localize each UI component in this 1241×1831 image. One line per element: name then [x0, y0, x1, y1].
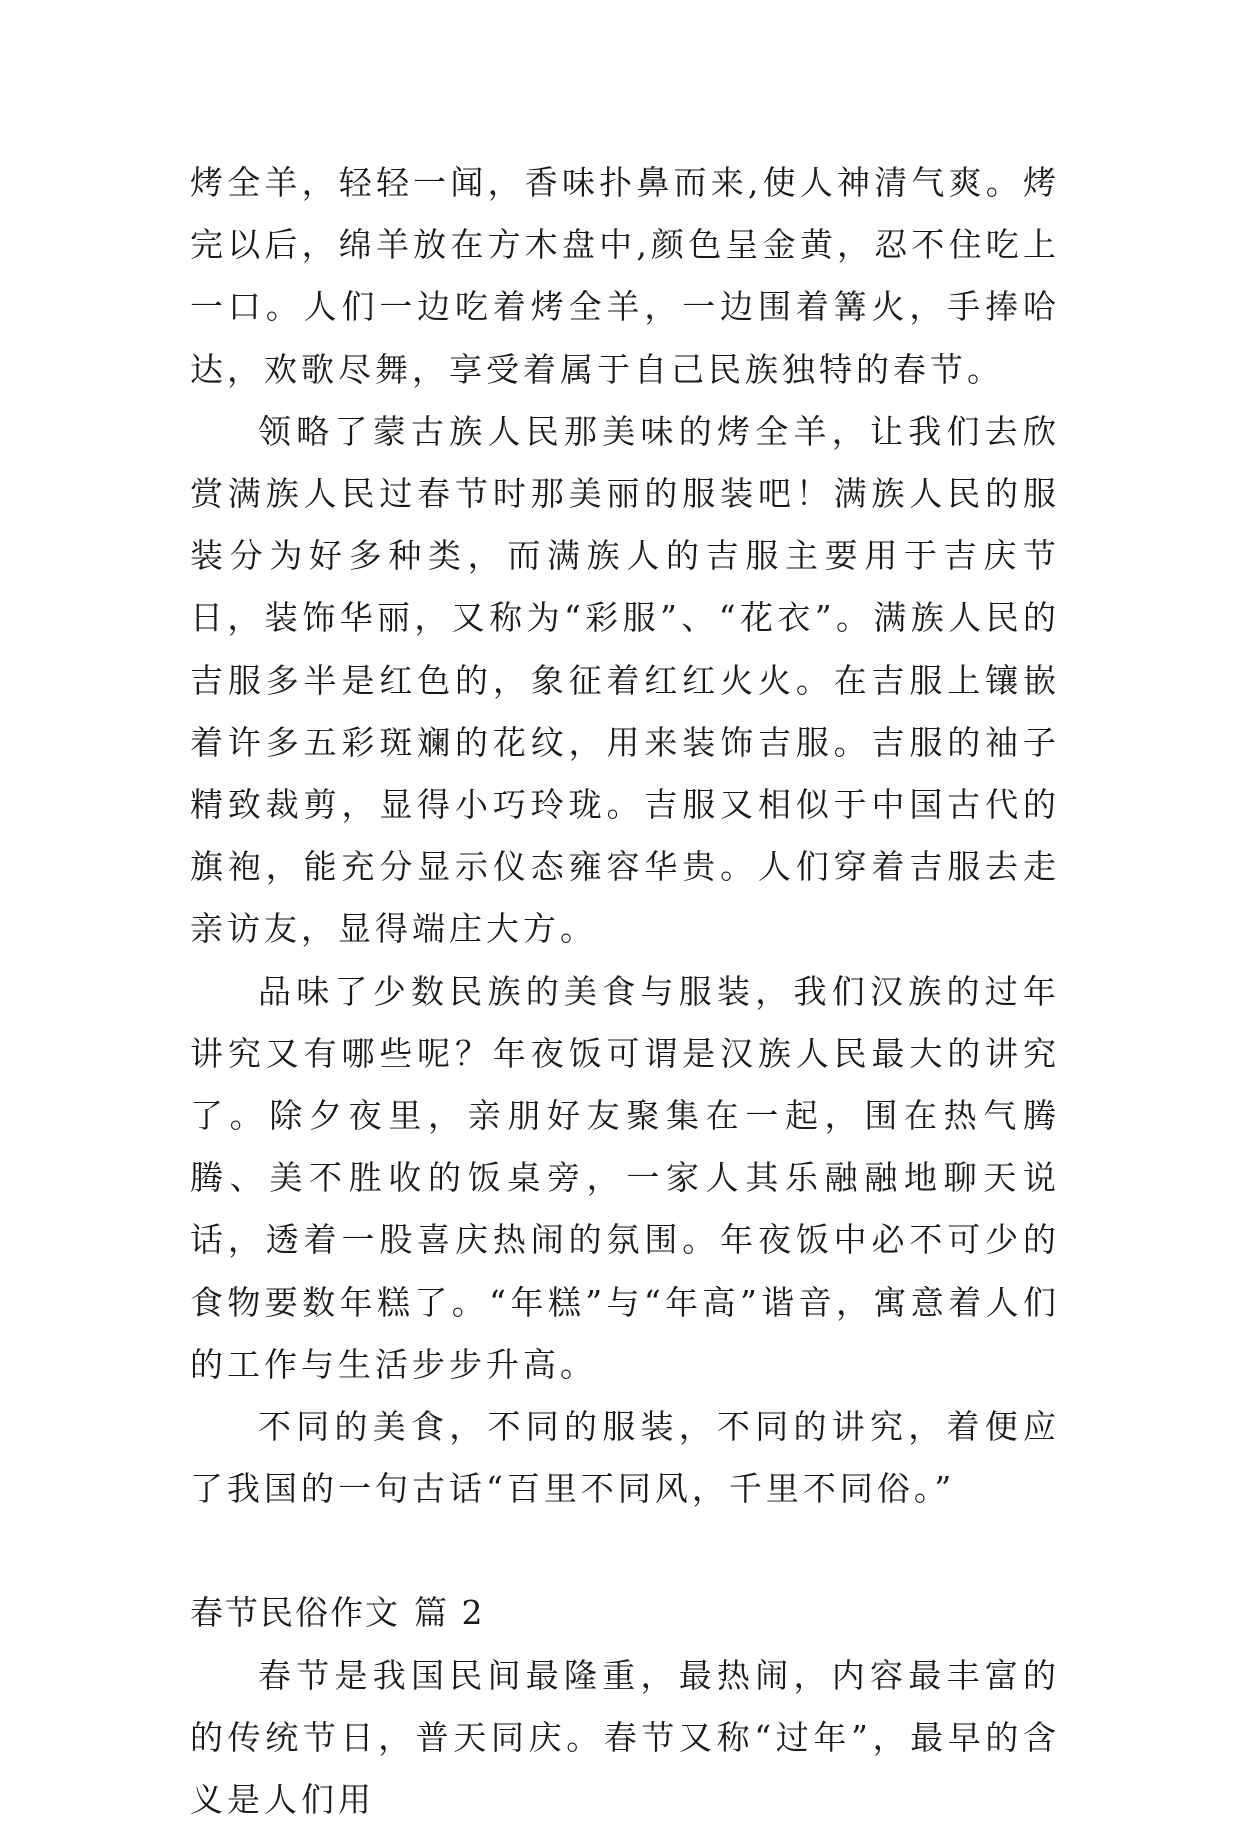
section-heading-number: 篇 2 [414, 1593, 485, 1633]
section-heading-title: 春节民俗作文 [190, 1593, 400, 1633]
paragraph-5: 春节是我国民间最隆重，最热闹，内容最丰富的的传统节日，普天同庆。春节又称“过年”，最早的含义是人们用 [190, 1655, 1060, 1820]
document-body [190, 152, 1060, 1831]
section-heading [190, 1582, 1060, 1644]
paragraph-2: 领略了蒙古族人民那美味的烤全羊，让我们去欣赏满族人民过春节时那美丽的服装吧！满族人民的服装分为好多种类，而满族人的吉服主要用于吉庆节日，装饰华丽，又称为“彩服”、“花衣”。满族人民的吉服多半是红色的，象征着红红火火。在吉服上镶嵌着许多五彩斑斓的花纹，用来装饰吉服。吉服的袖子精致裁剪，显得小巧玲珑。吉服又相似于中国古代的旗袍，能充分显示仪态雍容华贵。人们穿着吉服去走亲访友，显得端庄大方。 [190, 411, 1060, 949]
paragraph-4: 不同的美食，不同的服装，不同的讲究，着便应了我国的一句古话“百里不同风，千里不同俗。” [190, 1407, 1060, 1509]
paragraph-3: 品味了少数民族的美食与服装，我们汉族的过年讲究又有哪些呢？年夜饭可谓是汉族人民最大的讲究了。除夕夜里，亲朋好友聚集在一起，围在热气腾腾、美不胜收的饭桌旁，一家人其乐融融地聊天说话，透着一股喜庆热闹的氛围。年夜饭中必不可少的食物要数年糕了。“年糕”与“年高”谐音，寓意着人们的工作与生活步步升高。 [190, 971, 1060, 1384]
paragraph-1: 烤全羊，轻轻一闻，香味扑鼻而来,使人神清气爽。烤完以后，绵羊放在方木盘中,颜色呈金黄，忍不住吃上一口。人们一边吃着烤全羊，一边围着篝火，手捧哈达，欢歌尽舞，享受着属于自己民族独特的春节。 [190, 163, 1060, 389]
